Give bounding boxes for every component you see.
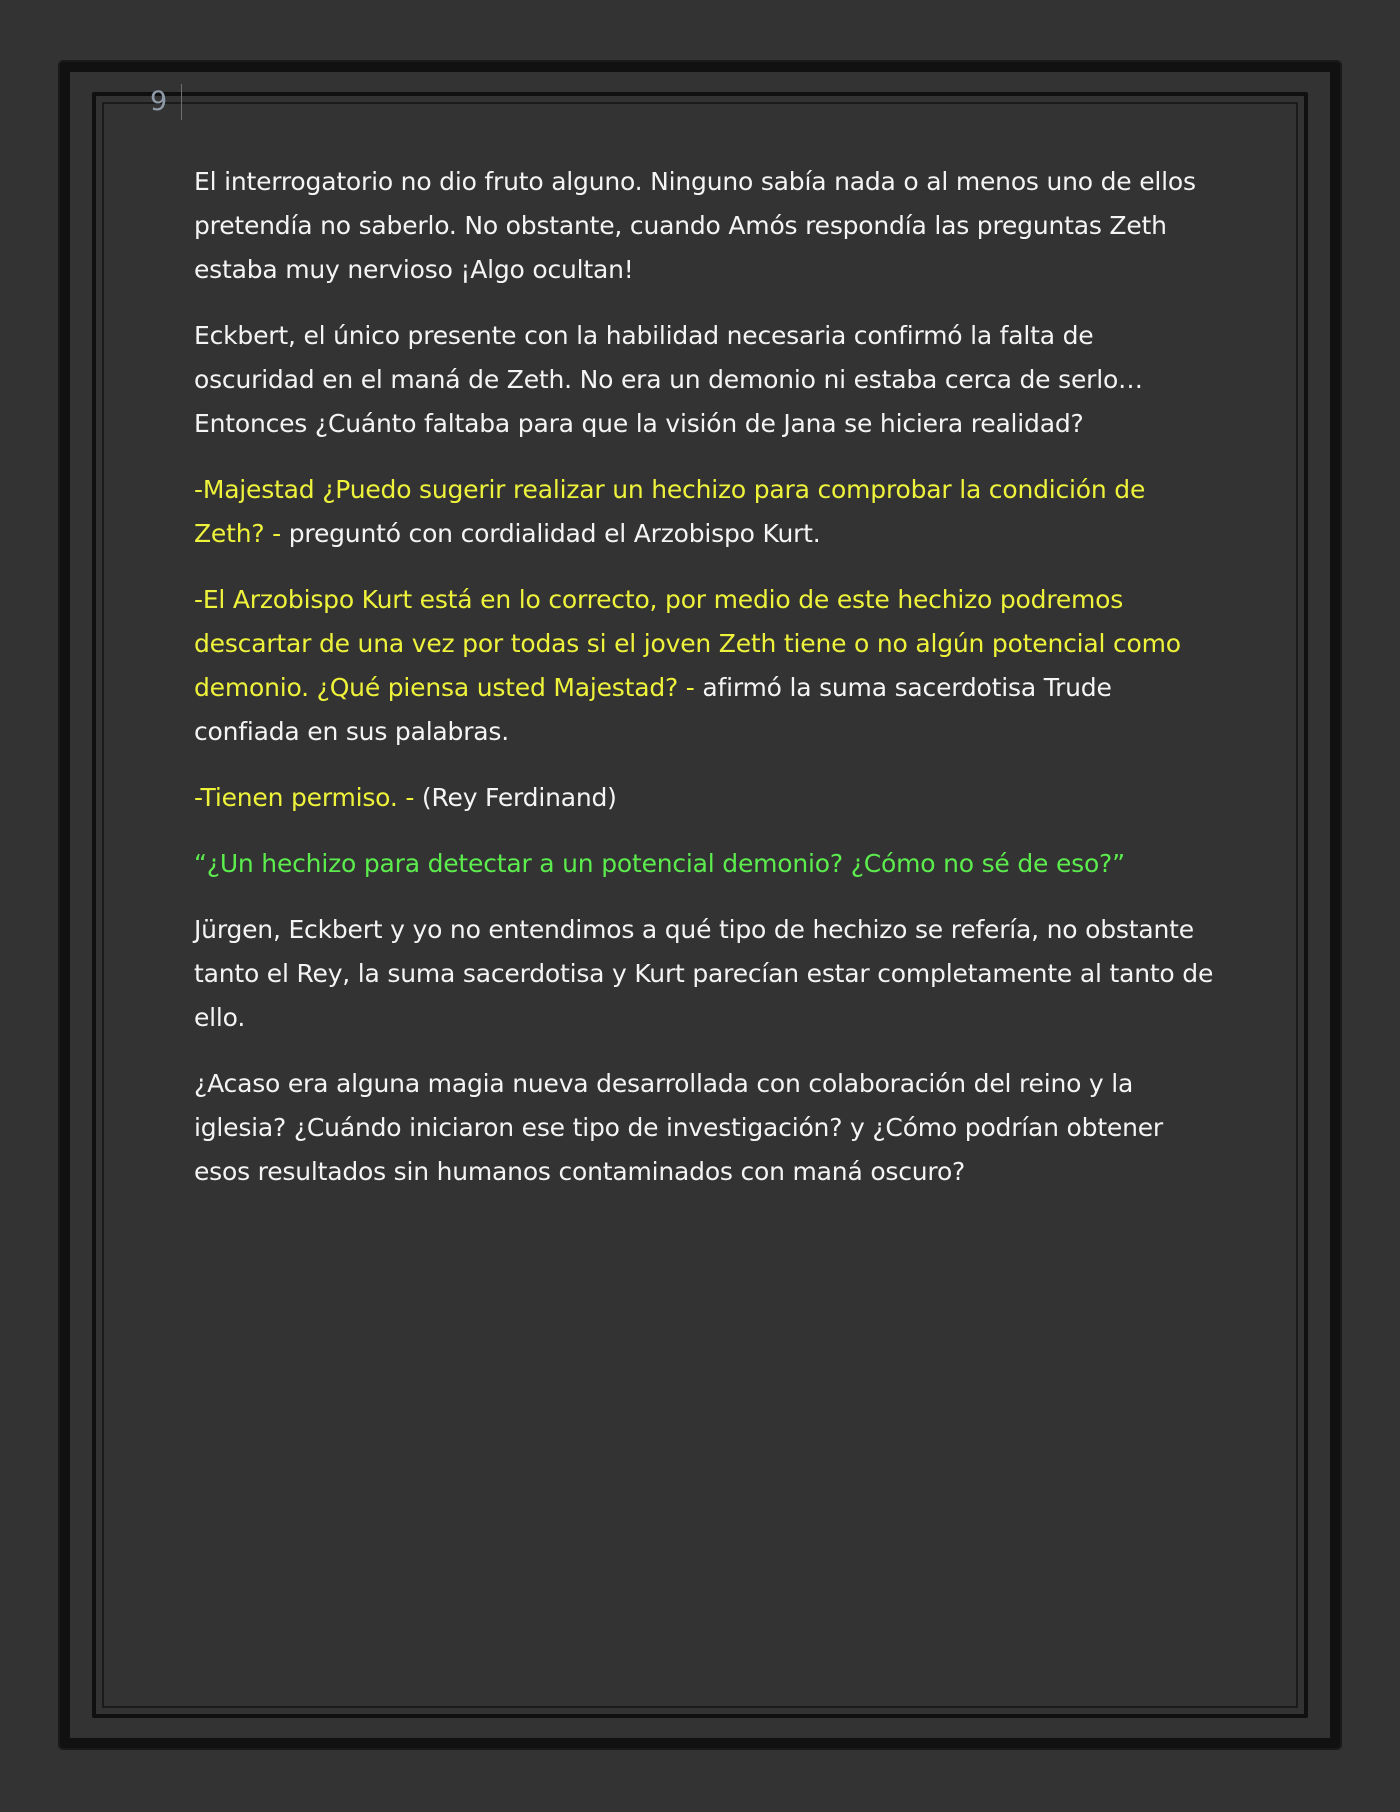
dialogue-text: -El Arzobispo Kurt está en lo correcto, por medio de este hechizo podremos descartar de una vez por todas si el joven Zeth tiene o no algún potencial como demonio. ¿Qué piensa usted Majestad? -: [194, 585, 1181, 702]
page-number: 9: [150, 86, 168, 117]
paragraph-5: [194, 776, 1214, 820]
narration-text: Eckbert, el único presente con la habilidad necesaria confirmó la falta de oscuridad en el maná de Zeth. No era un demonio ni estaba cerca de serlo… Entonces ¿Cuánto faltaba para que la visión de Jana se hiciera realidad?: [194, 321, 1143, 438]
page-number-divider: [181, 84, 182, 120]
paragraph-4: [194, 578, 1214, 754]
paragraph-8: [194, 1062, 1214, 1194]
paragraph-1: [194, 160, 1214, 292]
paragraph-6: [194, 842, 1214, 886]
paragraph-2: [194, 314, 1214, 446]
narration-text: ¿Acaso era alguna magia nueva desarrollada con colaboración del reino y la iglesia? ¿Cuándo iniciaron ese tipo de investigación? y ¿Cómo podrían obtener esos resultados sin humanos contaminados con maná oscuro?: [194, 1069, 1163, 1186]
paragraph-3: [194, 468, 1214, 556]
dialogue-text: -Majestad ¿Puedo sugerir realizar un hechizo para comprobar la condición de Zeth? -: [194, 475, 1146, 548]
narration-text: preguntó con cordialidad el Arzobispo Kurt.: [288, 519, 821, 548]
narration-text: (Rey Ferdinand): [421, 783, 617, 812]
dialogue-text: -Tienen permiso. -: [194, 783, 422, 812]
narration-text: Jürgen, Eckbert y yo no entendimos a qué tipo de hechizo se refería, no obstante tanto el Rey, la suma sacerdotisa y Kurt parecían estar completamente al tanto de ello.: [194, 915, 1214, 1032]
thought-text: “¿Un hechizo para detectar a un potencial demonio? ¿Cómo no sé de eso?”: [194, 849, 1125, 878]
narration-text: El interrogatorio no dio fruto alguno. Ninguno sabía nada o al menos uno de ellos pretendía no saberlo. No obstante, cuando Amós respondía las preguntas Zeth estaba muy nervioso ¡Algo ocultan!: [194, 167, 1196, 284]
paragraph-7: [194, 908, 1214, 1040]
narration-text: afirmó la suma sacerdotisa Trude confiada en sus palabras.: [194, 673, 1112, 746]
story-text: [194, 160, 1214, 1216]
